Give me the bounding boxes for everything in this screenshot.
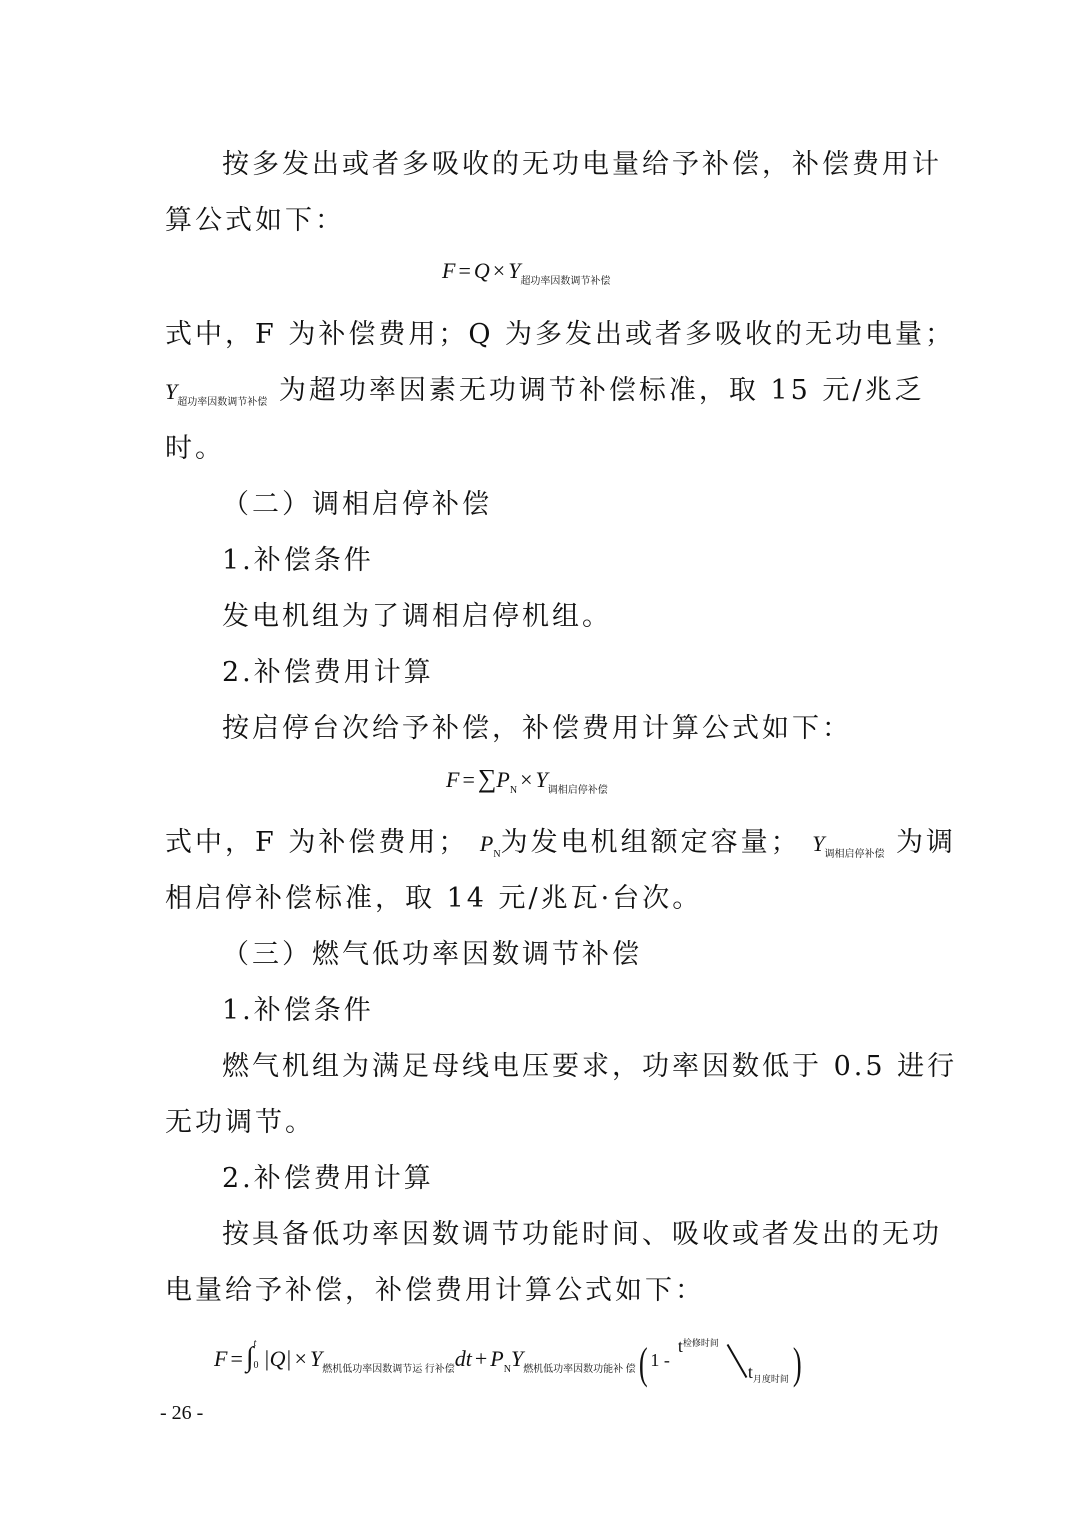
formula-symbol: F — [442, 258, 456, 283]
symbol-subscript: 月度时间 — [752, 1374, 789, 1384]
symbol-letter: Y — [165, 379, 178, 404]
formula-operator: = — [462, 767, 475, 792]
formula-symbol: Y — [508, 258, 521, 283]
paragraph-text: 为调 — [896, 827, 957, 858]
formula-symbol: P — [490, 1346, 504, 1371]
symbol-letter: Y — [812, 831, 825, 856]
formula-symbol: dt — [454, 1346, 472, 1371]
section-heading: （三）燃气低功率因数调节补偿 — [222, 939, 642, 970]
inline-symbol — [479, 831, 501, 860]
paragraph-line: 算公式如下： — [165, 205, 345, 236]
formula-symbol: Y — [309, 1346, 323, 1371]
paragraph-line: 发电机组为了调相启停机组。 — [222, 601, 612, 632]
paragraph-line — [165, 826, 956, 872]
paragraph-line: 相启停补偿标准，取 14 元/兆瓦·台次。 — [165, 883, 703, 914]
paragraph-line: 式中，F 为补偿费用；Q 为多发出或者多吸收的无功电量； — [165, 319, 956, 350]
symbol-subscript: 检修时间 — [682, 1338, 719, 1348]
left-paren: ( — [638, 1339, 648, 1388]
paragraph-line: 按启停台次给予补偿，补偿费用计算公式如下： — [222, 713, 852, 744]
formula-operator: = — [458, 258, 471, 283]
paragraph-line: 按具备低功率因数调节功能时间、吸收或者发出的无功 — [222, 1219, 942, 1250]
sub-heading: 1.补偿条件 — [222, 545, 374, 576]
formula-symbol: Y — [535, 767, 548, 792]
paragraph-line: 无功调节。 — [165, 1107, 315, 1138]
fraction-numerator — [678, 1336, 719, 1357]
formula-operator: × — [520, 767, 533, 792]
formula-subscript: 调相启停补偿 — [547, 785, 608, 796]
formula-symbol: Y — [510, 1346, 524, 1371]
sub-heading: 2.补偿费用计算 — [222, 657, 434, 688]
page-number: - 26 - — [160, 1402, 204, 1424]
symbol-subscript: N — [493, 849, 501, 860]
formula-term: 1 - — [650, 1350, 670, 1370]
paragraph-text: 式中，F 为补偿费用； — [165, 827, 469, 858]
fraction — [670, 1336, 790, 1384]
formula-subscript: 燃机低功率因数调节运 行补偿 — [322, 1364, 455, 1375]
right-paren: ) — [792, 1339, 802, 1388]
integral-upper-limit: t — [253, 1338, 257, 1349]
sub-heading: 1.补偿条件 — [222, 995, 374, 1026]
formula-symbol: Q — [473, 258, 490, 283]
paragraph-line: 时。 — [165, 433, 225, 464]
formula-symbol: P — [496, 767, 510, 792]
paragraph-line — [165, 374, 924, 420]
formula-operator: × — [294, 1346, 307, 1371]
formula-symbol: F — [214, 1346, 228, 1371]
inline-symbol — [812, 831, 885, 860]
formula-gas-low-power-factor — [214, 1338, 805, 1389]
paragraph-text: 为超功率因素无功调节补偿标准，取 15 元/兆乏 — [278, 375, 925, 406]
symbol-subscript: 调相启停补偿 — [824, 849, 885, 860]
section-heading: （二）调相启停补偿 — [222, 489, 492, 520]
formula-operator: = — [230, 1346, 243, 1371]
integral-symbol: ∫ — [245, 1342, 254, 1373]
formula-operator: + — [474, 1346, 488, 1371]
formula-subscript: 超功率因数调节补偿 — [520, 276, 611, 287]
paragraph-text: 为发电机组额定容量； — [500, 827, 801, 858]
paragraph-line: 电量给予补偿，补偿费用计算公式如下： — [165, 1275, 705, 1306]
formula-operator: × — [492, 258, 506, 283]
formula-symbol: F — [446, 767, 460, 792]
paragraph-line: 燃气机组为满足母线电压要求，功率因数低于 0.5 进行 — [222, 1051, 958, 1082]
symbol-letter: P — [479, 831, 494, 856]
formula-subscript: N — [503, 1364, 511, 1375]
fraction-denominator — [748, 1362, 789, 1385]
inline-symbol — [165, 379, 268, 408]
integral-lower-limit: 0 — [253, 1360, 259, 1371]
formula-phase-start-stop — [446, 764, 608, 796]
formula-over-power-factor — [442, 258, 610, 287]
sum-symbol: ∑ — [477, 764, 497, 793]
symbol-subscript: 超功率因数调节补偿 — [177, 397, 268, 408]
symbol-letter: t — [747, 1362, 753, 1382]
formula-subscript: N — [509, 785, 518, 796]
symbol-letter: t — [677, 1336, 683, 1356]
fraction-slash — [726, 1344, 747, 1378]
formula-subscript: 燃机低功率因数功能补 偿 — [523, 1364, 636, 1375]
sub-heading: 2.补偿费用计算 — [222, 1163, 434, 1194]
formula-symbol: |Q| — [263, 1346, 292, 1371]
paragraph-line: 按多发出或者多吸收的无功电量给予补偿，补偿费用计 — [222, 149, 942, 180]
